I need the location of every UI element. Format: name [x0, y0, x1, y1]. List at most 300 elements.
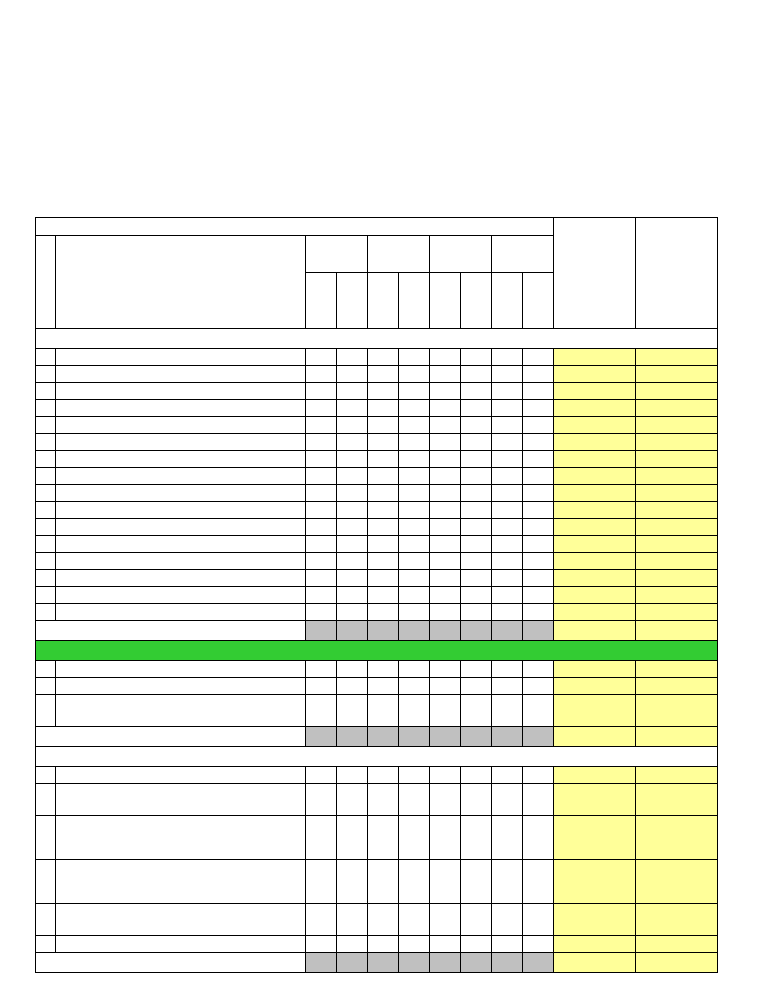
total-hours	[636, 536, 718, 553]
table-row	[36, 519, 718, 536]
semester-hours	[368, 434, 399, 451]
semester-hours	[492, 417, 523, 434]
weekly-hours	[554, 767, 636, 784]
table-row	[36, 570, 718, 587]
semester-hours	[368, 349, 399, 366]
semester-hours	[368, 400, 399, 417]
semester-hours	[492, 536, 523, 553]
semester-hours	[368, 417, 399, 434]
row-number	[36, 860, 56, 904]
year-1-header	[306, 236, 368, 273]
semester-hours	[430, 519, 461, 536]
weekly-hours	[554, 816, 636, 860]
semester-hours	[306, 434, 337, 451]
semester-hours	[461, 904, 492, 936]
semester-hours	[337, 349, 368, 366]
semester-header	[399, 273, 430, 329]
semester-hours	[492, 936, 523, 953]
semester-hours	[337, 587, 368, 604]
semester-hours	[337, 604, 368, 621]
semester-hours	[430, 383, 461, 400]
semester-hours	[523, 366, 554, 383]
semester-hours	[523, 536, 554, 553]
semester-hours	[368, 604, 399, 621]
semester-hours	[461, 553, 492, 570]
sum-label	[36, 727, 306, 747]
semester-hours	[399, 695, 430, 727]
sum-total-hours	[636, 621, 718, 641]
row-number	[36, 767, 56, 784]
semester-hours	[492, 784, 523, 816]
semester-hours	[368, 451, 399, 468]
subject-name	[56, 904, 306, 936]
row-number	[36, 468, 56, 485]
semester-header	[306, 273, 337, 329]
total-hours	[636, 860, 718, 904]
section-title	[36, 641, 718, 661]
semester-hours	[399, 451, 430, 468]
table-row	[36, 695, 718, 727]
semester-hours	[306, 816, 337, 860]
semester-hours	[430, 661, 461, 678]
subject-name	[56, 936, 306, 953]
sum-semester-hours	[306, 727, 337, 747]
weekly-hours	[554, 936, 636, 953]
semester-header	[523, 273, 554, 329]
weekly-hours	[554, 451, 636, 468]
semester-hours	[523, 661, 554, 678]
semester-hours	[492, 502, 523, 519]
total-hours	[636, 678, 718, 695]
weekly-hours	[554, 570, 636, 587]
semester-hours	[461, 349, 492, 366]
semester-hours	[368, 678, 399, 695]
table-row	[36, 767, 718, 784]
semester-hours	[368, 536, 399, 553]
sum-semester-hours	[430, 727, 461, 747]
weekly-hours	[554, 536, 636, 553]
semester-hours	[368, 502, 399, 519]
semester-hours	[523, 502, 554, 519]
semester-header	[368, 273, 399, 329]
semester-header	[430, 273, 461, 329]
table-row	[36, 383, 718, 400]
subject-name	[56, 485, 306, 502]
semester-hours	[337, 860, 368, 904]
subject-name	[56, 678, 306, 695]
semester-hours	[523, 451, 554, 468]
semester-hours	[306, 417, 337, 434]
sum-semester-hours	[306, 621, 337, 641]
semester-hours	[461, 366, 492, 383]
semester-hours	[399, 349, 430, 366]
table-row	[36, 468, 718, 485]
sum-semester-hours	[430, 621, 461, 641]
table-row	[36, 936, 718, 953]
semester-hours	[430, 502, 461, 519]
semester-hours	[306, 349, 337, 366]
table-row	[36, 604, 718, 621]
semester-hours	[368, 816, 399, 860]
semester-hours	[399, 767, 430, 784]
section-title	[36, 329, 718, 349]
sum-semester-hours	[461, 621, 492, 641]
table-row	[36, 536, 718, 553]
semester-hours	[337, 904, 368, 936]
weekly-hours-header	[554, 218, 636, 329]
semester-hours	[492, 695, 523, 727]
semester-hours	[399, 553, 430, 570]
sum-weekly-hours	[554, 953, 636, 973]
total-hours	[636, 904, 718, 936]
semester-hours	[523, 417, 554, 434]
semester-hours	[523, 434, 554, 451]
sum-label	[36, 621, 306, 641]
semester-hours	[399, 400, 430, 417]
semester-hours	[306, 570, 337, 587]
sum-semester-hours	[368, 727, 399, 747]
semester-hours	[306, 553, 337, 570]
table-row	[36, 417, 718, 434]
table-row	[36, 784, 718, 816]
weekly-hours	[554, 695, 636, 727]
semester-hours	[461, 604, 492, 621]
sum-weekly-hours	[554, 727, 636, 747]
weekly-hours	[554, 661, 636, 678]
row-number	[36, 417, 56, 434]
semester-hours	[337, 485, 368, 502]
semester-hours	[430, 604, 461, 621]
semester-hours	[337, 468, 368, 485]
semester-hours	[399, 784, 430, 816]
semester-hours	[306, 784, 337, 816]
total-hours-header	[636, 218, 718, 329]
total-hours	[636, 784, 718, 816]
sum-semester-hours	[492, 621, 523, 641]
semester-hours	[523, 936, 554, 953]
weekly-hours	[554, 502, 636, 519]
subject-name	[56, 587, 306, 604]
semester-hours	[430, 678, 461, 695]
semester-hours	[306, 366, 337, 383]
year-2-header	[368, 236, 430, 273]
total-hours	[636, 936, 718, 953]
semester-hours	[523, 570, 554, 587]
semester-hours	[399, 417, 430, 434]
sum-semester-hours	[430, 953, 461, 973]
semester-hours	[337, 553, 368, 570]
sum-semester-hours	[337, 727, 368, 747]
semester-hours	[306, 383, 337, 400]
semester-hours	[461, 767, 492, 784]
class-label	[36, 218, 554, 236]
row-number	[36, 451, 56, 468]
row-number	[36, 349, 56, 366]
subject-name	[56, 451, 306, 468]
sum-label	[36, 953, 306, 973]
semester-hours	[430, 366, 461, 383]
row-number	[36, 383, 56, 400]
semester-hours	[523, 400, 554, 417]
semester-hours	[492, 349, 523, 366]
row-number	[36, 587, 56, 604]
semester-hours	[461, 485, 492, 502]
semester-hours	[430, 816, 461, 860]
sum-semester-hours	[368, 621, 399, 641]
semester-hours	[523, 553, 554, 570]
semester-hours	[399, 383, 430, 400]
semester-hours	[492, 519, 523, 536]
total-hours	[636, 695, 718, 727]
semester-hours	[430, 767, 461, 784]
subject-name	[56, 860, 306, 904]
semester-hours	[430, 936, 461, 953]
subject-name	[56, 570, 306, 587]
semester-hours	[306, 536, 337, 553]
semester-hours	[492, 661, 523, 678]
semester-hours	[399, 519, 430, 536]
semester-hours	[368, 519, 399, 536]
semester-hours	[306, 904, 337, 936]
semester-hours	[523, 695, 554, 727]
semester-hours	[337, 383, 368, 400]
table-row	[36, 400, 718, 417]
table-row	[36, 366, 718, 383]
semester-hours	[461, 400, 492, 417]
subject-name	[56, 661, 306, 678]
semester-hours	[492, 604, 523, 621]
row-number	[36, 604, 56, 621]
semester-hours	[430, 451, 461, 468]
lp-header	[36, 236, 56, 329]
semester-hours	[430, 485, 461, 502]
semester-hours	[368, 784, 399, 816]
semester-hours	[337, 695, 368, 727]
table-row	[36, 904, 718, 936]
semester-hours	[399, 816, 430, 860]
row-number	[36, 695, 56, 727]
semester-hours	[399, 485, 430, 502]
semester-hours	[306, 451, 337, 468]
subject-name	[56, 502, 306, 519]
semester-hours	[368, 485, 399, 502]
table-row	[36, 587, 718, 604]
subject-name	[56, 695, 306, 727]
semester-hours	[492, 678, 523, 695]
semester-hours	[461, 417, 492, 434]
semester-hours	[368, 570, 399, 587]
total-hours	[636, 587, 718, 604]
weekly-hours	[554, 417, 636, 434]
row-number	[36, 366, 56, 383]
subject-name	[56, 383, 306, 400]
sum-semester-hours	[399, 727, 430, 747]
semester-hours	[461, 519, 492, 536]
semester-hours	[368, 695, 399, 727]
section-title	[36, 747, 718, 767]
table-row	[36, 661, 718, 678]
semester-hours	[399, 536, 430, 553]
table-row	[36, 434, 718, 451]
semester-header	[461, 273, 492, 329]
semester-hours	[306, 604, 337, 621]
subject-name	[56, 784, 306, 816]
semester-hours	[492, 468, 523, 485]
semester-hours	[368, 366, 399, 383]
semester-hours	[523, 816, 554, 860]
sum-row	[36, 621, 718, 641]
section-header-row	[36, 641, 718, 661]
semester-hours	[399, 366, 430, 383]
semester-hours	[337, 570, 368, 587]
semester-hours	[461, 784, 492, 816]
semester-hours	[461, 434, 492, 451]
semester-hours	[461, 587, 492, 604]
semester-hours	[306, 485, 337, 502]
row-number	[36, 519, 56, 536]
subject-name	[56, 553, 306, 570]
total-hours	[636, 417, 718, 434]
weekly-hours	[554, 604, 636, 621]
subject-name	[56, 366, 306, 383]
semester-hours	[368, 936, 399, 953]
total-hours	[636, 767, 718, 784]
semester-hours	[492, 570, 523, 587]
total-hours	[636, 502, 718, 519]
sum-semester-hours	[523, 621, 554, 641]
semester-header	[337, 273, 368, 329]
semester-hours	[492, 485, 523, 502]
semester-hours	[337, 661, 368, 678]
semester-hours	[399, 468, 430, 485]
semester-hours	[337, 366, 368, 383]
semester-hours	[430, 860, 461, 904]
semester-hours	[399, 661, 430, 678]
row-number	[36, 570, 56, 587]
section-header-row	[36, 329, 718, 349]
semester-hours	[399, 678, 430, 695]
semester-hours	[306, 502, 337, 519]
semester-hours	[337, 400, 368, 417]
semester-hours	[306, 678, 337, 695]
semester-hours	[399, 604, 430, 621]
semester-hours	[337, 536, 368, 553]
semester-header	[492, 273, 523, 329]
semester-hours	[337, 678, 368, 695]
semester-hours	[492, 816, 523, 860]
semester-hours	[337, 767, 368, 784]
semester-hours	[523, 604, 554, 621]
semester-hours	[492, 587, 523, 604]
total-hours	[636, 400, 718, 417]
semester-hours	[337, 936, 368, 953]
table-row	[36, 451, 718, 468]
semester-hours	[399, 936, 430, 953]
semester-hours	[461, 661, 492, 678]
semester-hours	[430, 570, 461, 587]
semester-hours	[430, 536, 461, 553]
semester-hours	[523, 678, 554, 695]
weekly-hours	[554, 349, 636, 366]
total-hours	[636, 816, 718, 860]
semester-hours	[368, 587, 399, 604]
weekly-hours	[554, 468, 636, 485]
sum-semester-hours	[399, 953, 430, 973]
total-hours	[636, 485, 718, 502]
semester-hours	[399, 904, 430, 936]
semester-hours	[430, 587, 461, 604]
row-number	[36, 816, 56, 860]
semester-hours	[523, 587, 554, 604]
semester-hours	[368, 383, 399, 400]
subject-name	[56, 417, 306, 434]
total-hours	[636, 604, 718, 621]
semester-hours	[492, 434, 523, 451]
total-hours	[636, 383, 718, 400]
total-hours	[636, 468, 718, 485]
semester-hours	[337, 417, 368, 434]
semester-hours	[306, 860, 337, 904]
sum-semester-hours	[461, 727, 492, 747]
subject-name	[56, 604, 306, 621]
semester-hours	[306, 468, 337, 485]
semester-hours	[523, 468, 554, 485]
row-number	[36, 784, 56, 816]
semester-hours	[368, 468, 399, 485]
total-hours	[636, 366, 718, 383]
curriculum-table	[35, 217, 718, 973]
semester-hours	[399, 434, 430, 451]
table-row	[36, 860, 718, 904]
semester-hours	[430, 553, 461, 570]
semester-hours	[523, 860, 554, 904]
sum-total-hours	[636, 953, 718, 973]
sum-semester-hours	[492, 953, 523, 973]
row-number	[36, 400, 56, 417]
year-4-header	[492, 236, 554, 273]
weekly-hours	[554, 434, 636, 451]
total-hours	[636, 349, 718, 366]
semester-hours	[430, 434, 461, 451]
semester-hours	[368, 860, 399, 904]
semester-hours	[306, 519, 337, 536]
weekly-hours	[554, 366, 636, 383]
sum-total-hours	[636, 727, 718, 747]
semester-hours	[461, 816, 492, 860]
total-hours	[636, 570, 718, 587]
semester-hours	[492, 904, 523, 936]
sum-row	[36, 953, 718, 973]
table-row	[36, 349, 718, 366]
semester-hours	[337, 434, 368, 451]
semester-hours	[492, 383, 523, 400]
semester-hours	[368, 661, 399, 678]
semester-hours	[306, 400, 337, 417]
semester-hours	[461, 451, 492, 468]
semester-hours	[461, 936, 492, 953]
year-3-header	[430, 236, 492, 273]
weekly-hours	[554, 519, 636, 536]
table-row	[36, 678, 718, 695]
row-number	[36, 904, 56, 936]
table-row	[36, 553, 718, 570]
sum-semester-hours	[461, 953, 492, 973]
semester-hours	[523, 519, 554, 536]
weekly-hours	[554, 553, 636, 570]
semester-hours	[337, 502, 368, 519]
semester-hours	[430, 904, 461, 936]
semester-hours	[399, 587, 430, 604]
